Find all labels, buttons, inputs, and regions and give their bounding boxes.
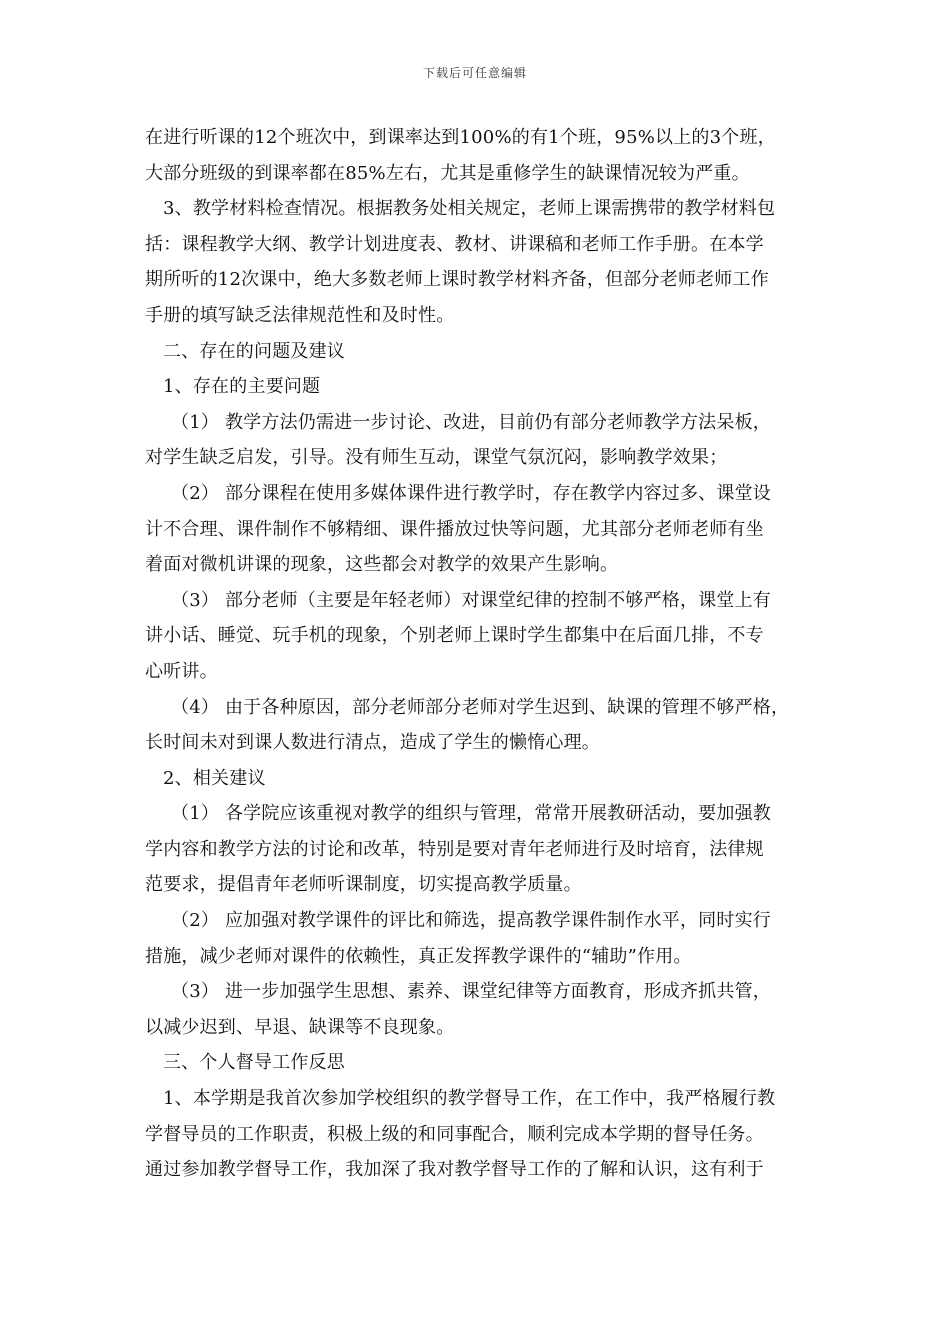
list-item-problem-4: （4） 由于各种原因，部分老师部分老师对学生迟到、缺课的管理不够严格， bbox=[171, 696, 790, 718]
list-item-problem-2: （2） 部分课程在使用多媒体课件进行教学时，存在教学内容过多、课堂设 bbox=[171, 482, 771, 504]
text-line: 以减少迟到、早退、缺课等不良现象。 bbox=[145, 1016, 455, 1038]
text-line: 大部分班级的到课率都在85%左右，尤其是重修学生的缺课情况较为严重。 bbox=[145, 162, 750, 184]
list-item-problem-1: （1） 教学方法仍需进一步讨论、改进，目前仍有部分老师教学方法呆板， bbox=[171, 411, 771, 433]
list-item-suggestion-1: （1） 各学院应该重视对教学的组织与管理，常常开展教研活动，要加强教 bbox=[171, 803, 771, 825]
page-header: 下载后可任意编辑 bbox=[422, 66, 527, 80]
text-line: 手册的填写缺乏法律规范性和及时性。 bbox=[145, 304, 455, 326]
text-line: 通过参加教学督导工作，我加深了我对教学督导工作的了解和认识，这有利于 bbox=[145, 1159, 764, 1181]
text-line: 学督导员的工作职责，积极上级的和同事配合，顺利完成本学期的督导任务。 bbox=[145, 1123, 764, 1145]
text-line: 措施，减少老师对课件的依赖性，真正发挥教学课件的“辅助”作用。 bbox=[145, 945, 692, 967]
list-item-suggestion-2: （2） 应加强对教学课件的评比和筛选，提高教学课件制作水平，同时实行 bbox=[171, 910, 771, 932]
subsection-heading-suggestions: 2、相关建议 bbox=[163, 767, 266, 789]
text-line: 讲小话、睡觉、玩手机的现象，个别老师上课时学生都集中在后面几排，不专 bbox=[145, 625, 764, 647]
text-line: 1、本学期是我首次参加学校组织的教学督导工作，在工作中，我严格履行教 bbox=[163, 1088, 776, 1110]
text-line: 括：课程教学大纲、教学计划进度表、教材、讲课稿和老师工作手册。在本学 bbox=[145, 233, 764, 255]
subsection-heading-main-problems: 1、存在的主要问题 bbox=[163, 376, 321, 398]
text-line: 着面对微机讲课的现象，这些都会对教学的效果产生影响。 bbox=[145, 554, 619, 576]
text-line: 长时间未对到课人数进行清点，造成了学生的懒惰心理。 bbox=[145, 732, 600, 754]
text-line: 对学生缺乏启发，引导。没有师生互动，课堂气氛沉闷，影响教学效果； bbox=[145, 447, 728, 469]
text-line: 在进行听课的12个班次中，到课率达到100%的有1个班，95%以上的3个班， bbox=[145, 127, 776, 148]
section-heading-problems: 二、存在的问题及建议 bbox=[163, 340, 345, 362]
text-line: 心听讲。 bbox=[145, 660, 218, 682]
text-line: 学内容和教学方法的讨论和改革，特别是要对青年老师进行及时培育，法律规 bbox=[145, 838, 764, 860]
list-item-suggestion-3: （3） 进一步加强学生思想、素养、课堂纪律等方面教育，形成齐抓共管， bbox=[171, 981, 771, 1003]
section-heading-materials: 3、教学材料检查情况。根据教务处相关规定，老师上课需携带的教学材料包 bbox=[163, 198, 776, 220]
list-item-problem-3: （3） 部分老师（主要是年轻老师）对课堂纪律的控制不够严格，课堂上有 bbox=[171, 589, 771, 611]
text-line: 范要求，提倡青年老师听课制度，切实提高教学质量。 bbox=[145, 874, 582, 896]
text-line: 计不合理、课件制作不够精细、课件播放过快等问题，尤其部分老师老师有坐 bbox=[145, 518, 764, 540]
document-body bbox=[145, 120, 807, 1188]
section-heading-reflection: 三、个人督导工作反思 bbox=[163, 1052, 345, 1074]
text-line: 期所听的12次课中，绝大多数老师上课时教学材料齐备，但部分老师老师工作 bbox=[145, 269, 769, 291]
